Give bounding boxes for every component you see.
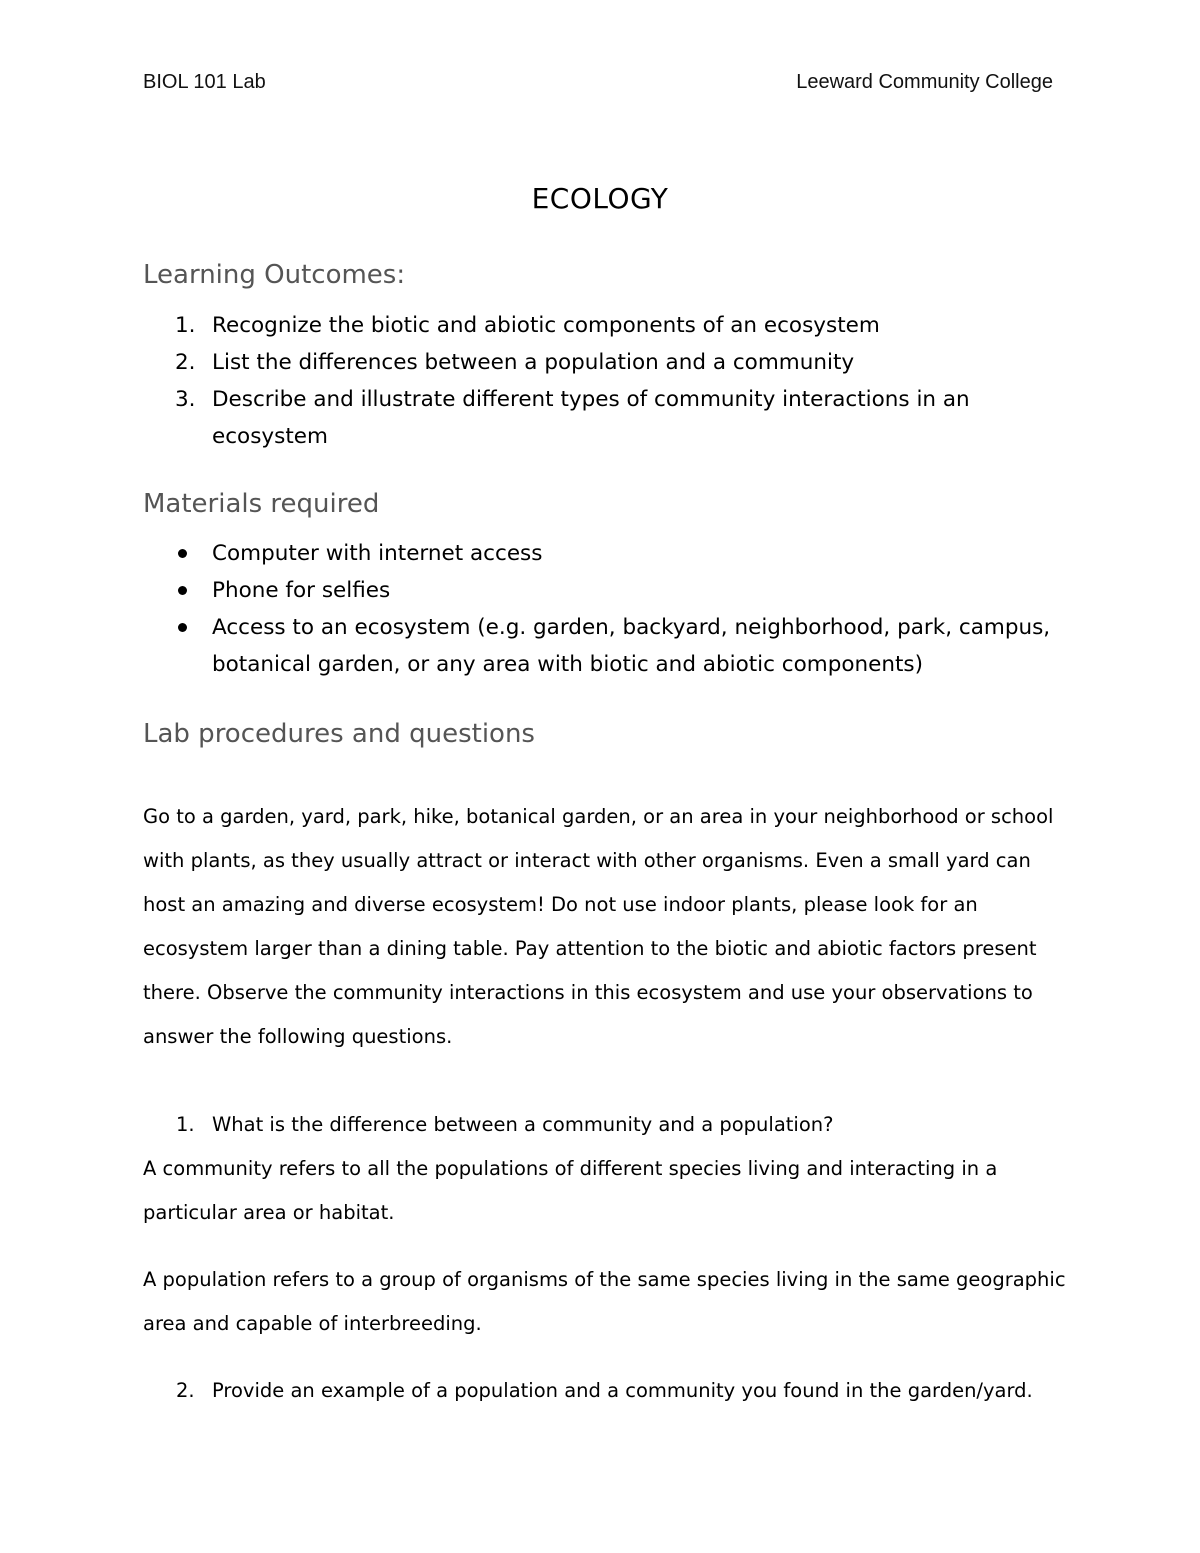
list-item-text: Describe and illustrate different types of community interactions in an ecosystem: [212, 387, 970, 449]
answer-community: A community refers to all the populations of different species living and interacting in a particular area or habitat.: [143, 1157, 998, 1224]
bullet-icon: [178, 623, 187, 632]
list-number: 2.: [175, 350, 196, 375]
procedures-intro: Go to a garden, yard, park, hike, botanical garden, or an area in your neighborhood or school with plants, as they usually attract or interact with other organisms. Even a small yard can host an amazing and diverse ecosystem! Do not use indoor plants, please look for an ecosystem larger than a dining table. Pay attention to the biotic and abiotic factors present there. Observe the community interactions in this ecosystem and use your observations to answer the following questions.: [143, 805, 1054, 1048]
list-item: [143, 381, 1063, 455]
question-1: [143, 1110, 1152, 1140]
list-item-text: List the differences between a population and a community: [212, 350, 855, 375]
bullet-icon: [178, 586, 187, 595]
list-item: [143, 307, 1063, 344]
list-number: 3.: [175, 387, 196, 412]
list-item: [143, 609, 1063, 683]
list-item: [143, 535, 1063, 572]
learning-outcomes-heading: Learning Outcomes:: [143, 260, 406, 290]
materials-list: [143, 535, 1063, 683]
question-text: What is the difference between a community and a population?: [212, 1113, 834, 1136]
question-number: 2.: [176, 1379, 195, 1402]
procedures-heading: Lab procedures and questions: [143, 719, 535, 749]
list-item-text: Computer with internet access: [212, 541, 543, 566]
list-item-text: Recognize the biotic and abiotic components of an ecosystem: [212, 313, 880, 338]
list-item: [143, 344, 1063, 381]
bullet-icon: [178, 549, 187, 558]
answer-population: A population refers to a group of organisms of the same species living in the same geographic area and capable of interbreeding.: [143, 1268, 1066, 1335]
list-item: [143, 572, 1063, 609]
materials-heading: Materials required: [143, 489, 380, 519]
page-title: ECOLOGY: [531, 182, 669, 215]
list-number: 1.: [175, 313, 196, 338]
header-institution: Leeward Community College: [796, 71, 1053, 93]
header-course: BIOL 101 Lab: [143, 71, 266, 93]
question-number: 1.: [176, 1113, 195, 1136]
question-2: [143, 1376, 1152, 1406]
list-item-text: Phone for selfies: [212, 578, 391, 603]
learning-outcomes-list: [143, 307, 1063, 455]
question-text: Provide an example of a population and a community you found in the garden/yard.: [212, 1379, 1033, 1402]
list-item-text: Access to an ecosystem (e.g. garden, backyard, neighborhood, park, campus, botanical garden, or any area with biotic and abiotic components): [212, 615, 1051, 677]
